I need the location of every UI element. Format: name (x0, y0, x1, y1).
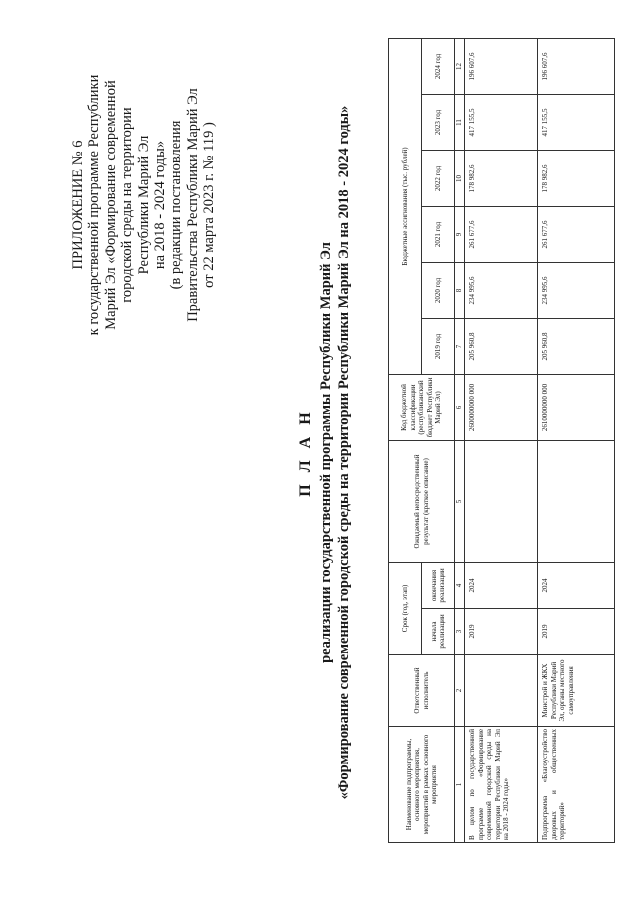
header-year-2024: 2024 год (422, 38, 455, 94)
appendix-line: ПРИЛОЖЕНИЕ № 6 (70, 140, 86, 270)
column-number: 8 (455, 262, 465, 318)
appendix-line: от 22 марта 2023 г. № 119 ) (201, 122, 218, 288)
header-code: Код бюджетной классификации (республиканский бюджет Республики Марий Эл) (389, 374, 455, 440)
row-value-2020: 234 995,6 (465, 262, 538, 318)
column-number: 2 (455, 655, 465, 727)
appendix-line: к государственной программе Республики (86, 74, 103, 336)
appendix-line: Республики Марий Эл (135, 135, 152, 275)
column-number: 4 (455, 562, 465, 608)
appendix-line: (в редакции постановления (168, 120, 185, 290)
header-year-2019: 2019 год (422, 318, 455, 374)
appendix-line: Правительства Республики Марий Эл (184, 88, 201, 322)
column-number: 12 (455, 38, 465, 94)
row-value-2019: 205 960,8 (465, 318, 538, 374)
header-year-2023: 2023 год (422, 94, 455, 150)
header-name: Наименование подпрограммы, основного мероприятия, мероприятий в рамках основного мероприятия (389, 727, 455, 843)
appendix-line: городской среды на территории (119, 107, 136, 303)
row-end: 2024 (465, 562, 538, 608)
document-title: П Л А Н (297, 408, 314, 497)
appendix-line: на 2018 - 2024 годы» (152, 140, 169, 270)
row-value-2024: 196 607,6 (538, 38, 615, 94)
plan-table (388, 38, 615, 843)
document-subtitle-program: «Формирование современной городской среды на территории Республики Марий Эл на 2018 - 2024 годы» (336, 105, 352, 800)
column-number: 3 (455, 609, 465, 655)
header-budget: Бюджетные ассигнования (тыс. рублей) (389, 38, 422, 374)
header-term: Срок (год, этап) (389, 562, 422, 654)
row-code: 2600000000 000 (465, 374, 538, 440)
appendix-block (70, 60, 218, 350)
row-code: 2610000000 000 (538, 374, 615, 440)
column-number-row (455, 38, 465, 842)
document-subtitle: реализации государственной программы Республики Марий Эл (318, 242, 334, 663)
row-executor (465, 655, 538, 727)
header-year-2020: 2020 год (422, 262, 455, 318)
row-end: 2024 (538, 562, 615, 608)
header-year-2022: 2022 год (422, 150, 455, 206)
row-result (538, 440, 615, 562)
row-value-2019: 205 960,8 (538, 318, 615, 374)
header-term-start: начала реализации (422, 609, 455, 655)
column-number: 1 (455, 727, 465, 843)
row-name: Подпрограмма «Благоустройство дворовых и общественных территорий» (538, 727, 615, 843)
row-value-2021: 261 677,6 (538, 206, 615, 262)
table-row (538, 38, 615, 842)
header-year-2021: 2021 год (422, 206, 455, 262)
column-number: 5 (455, 440, 465, 562)
column-number: 7 (455, 318, 465, 374)
row-result (465, 440, 538, 562)
row-start: 2019 (538, 609, 615, 655)
column-number: 6 (455, 374, 465, 440)
row-executor: Минстрой и ЖКХ Республики Марий Эл, органы местного самоуправления (538, 655, 615, 727)
header-executor: Ответственный исполнитель (389, 655, 455, 727)
row-value-2022: 178 982,6 (538, 150, 615, 206)
row-value-2023: 417 155,5 (538, 94, 615, 150)
row-start: 2019 (465, 609, 538, 655)
column-number: 10 (455, 150, 465, 206)
row-value-2022: 178 982,6 (465, 150, 538, 206)
row-value-2021: 261 677,6 (465, 206, 538, 262)
header-term-end: окончания реализации (422, 562, 455, 608)
row-name: В целом по государственной программе «Формирование современной городской среды на территории Республики Марий Эл на 2018 - 2024 годы» (465, 727, 538, 843)
column-number: 11 (455, 94, 465, 150)
header-result: Ожидаемый непосредственный результат (краткое описание) (389, 440, 455, 562)
table-row (465, 38, 538, 842)
column-number: 9 (455, 206, 465, 262)
row-value-2020: 234 995,6 (538, 262, 615, 318)
appendix-line: Марий Эл «Формирование современной (102, 80, 119, 330)
row-value-2024: 196 607,6 (465, 38, 538, 94)
row-value-2023: 417 155,5 (465, 94, 538, 150)
